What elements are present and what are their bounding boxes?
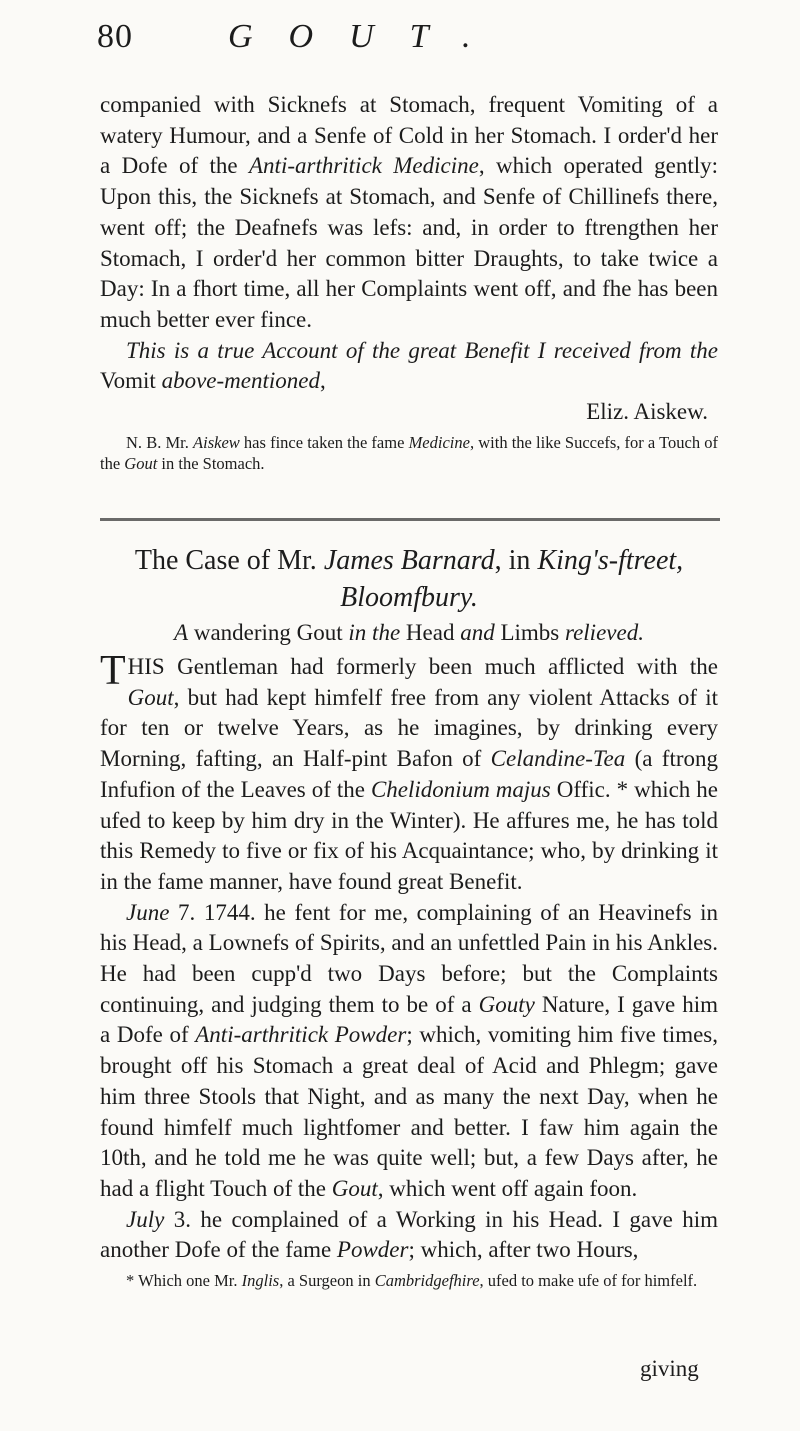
opening-section xyxy=(100,90,718,474)
signature: Eliz. Aiskew. xyxy=(586,399,708,425)
page-number: 80 xyxy=(97,18,133,55)
drop-cap: T xyxy=(100,648,126,694)
section-divider xyxy=(100,518,720,521)
opening-paragraph: companied with Sicknefs at Stomach, frequent Vomiting of a watery Humour, and a Senfe of Cold in her Stomach. I order'd her a Dofe of the Anti-arthritick Medicine, which operated gently: Upon this, the Sicknefs at Stomach, and Senfe of Chillinefs there, went off; the Deafnefs was lefs: and, in order to ftrengthen her Stomach, I order'd her common bitter Draughts, to take twice a Day: In a fhort time, all her Complaints went off, and fhe has been much better ever fince. xyxy=(100,92,719,332)
case-section xyxy=(100,542,718,1291)
nota-bene: N. B. Mr. Aiskew has fince taken the fame Medicine, with the like Succefs, for a Touch of the Gout in the Stomach. xyxy=(100,432,719,473)
catchword: giving xyxy=(640,1356,699,1381)
case-paragraph: THIS Gentleman had formerly been much afflicted with the Gout, but had kept himfelf free from any violent Attacks of it for ten or twelve Years, as he imagines, by drinking every Morning, fafting, an Half-pint Bafon of Celandine-Tea (a ftrong Infufion of the Leaves of the Chelidonium majus Offic. * which he ufed to keep by him dry in the Winter). He affures me, he has told this Remedy to five or fix of his Acquaintance; who, by drinking it in the fame manner, have found great Benefit. xyxy=(100,648,718,894)
footnote: * Which one Mr. Inglis, a Surgeon in Cambridgefhire, ufed to make ufe of for himfelf. xyxy=(126,1271,698,1291)
case-paragraph-july: July 3. he complained of a Working in his Head. I gave him another Dofe of the fame Powder; which, after two Hours, xyxy=(100,1206,718,1263)
running-head xyxy=(0,18,800,68)
case-paragraph-june: June 7. 1744. he fent for me, complaining of an Heavinefs in his Head, a Lownefs of Spirits, and an unfettled Pain in his Ankles. He had been cupp'd two Days before; but the Complaints continuing, and judging them to be of a Gouty Nature, I gave him a Dofe of Anti-arthritick Powder; which, vomiting him five times, brought off his Stomach a great deal of Acid and Phlegm; gave him three Stools that Night, and as many the next Day, when he found himfelf much lightfomer and better. I faw him again the 10th, and he told me he was quite well; but, a few Days after, he had a flight Touch of the Gout, which went off again foon. xyxy=(100,899,719,1201)
running-title: GOUT. xyxy=(228,18,507,55)
case-subtitle: A wandering Gout in the Head and Limbs relieved. xyxy=(174,620,644,645)
testimonial: This is a true Account of the great Benefit I received from the Vomit above-mentioned, xyxy=(100,337,718,394)
case-title: The Case of Mr. James Barnard, in King's-ftreet, Bloomfbury. xyxy=(134,545,684,613)
